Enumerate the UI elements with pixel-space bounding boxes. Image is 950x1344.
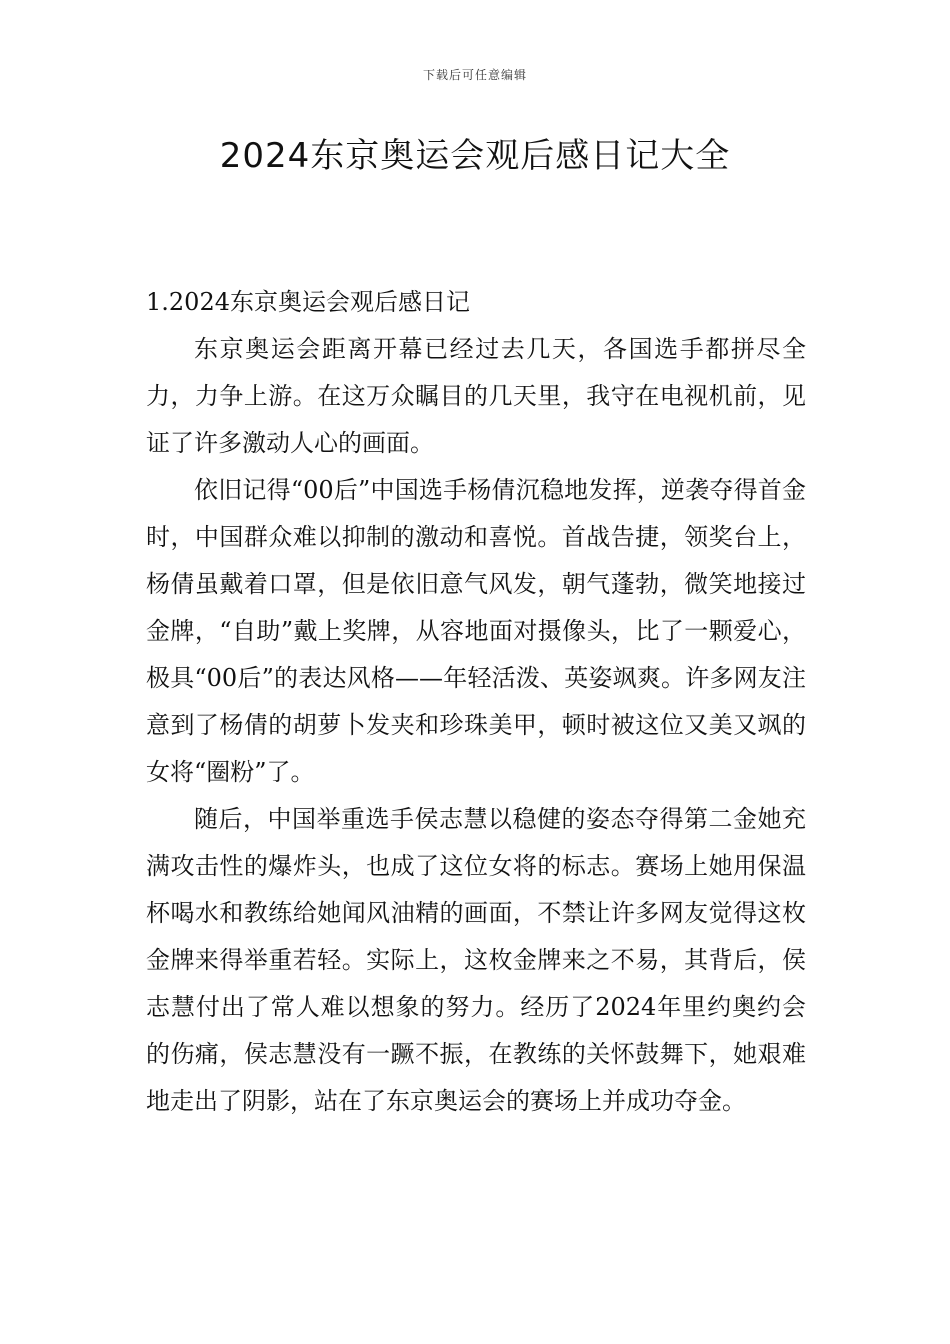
body-text <box>146 326 806 1125</box>
header-note: 下载后可任意编辑 <box>422 68 527 82</box>
paragraph-1: 东京奥运会距离开幕已经过去几天，各国选手都拼尽全力，力争上游。在这万众瞩目的几天里，我守在电视机前，见证了许多激动人心的画面。 <box>146 335 806 457</box>
paragraph-2: 依旧记得“00后”中国选手杨倩沉稳地发挥，逆袭夺得首金时，中国群众难以抑制的激动和喜悦。首战告捷，领奖台上，杨倩虽戴着口罩，但是依旧意气风发，朝气蓬勃，微笑地接过金牌，“自助”戴上奖牌，从容地面对摄像头，比了一颗爱心，极具“00后”的表达风格——年轻活泼、英姿飒爽。许多网友注意到了杨倩的胡萝卜发夹和珍珠美甲，顿时被这位又美又飒的女将“圈粉”了。 <box>146 476 806 786</box>
paragraph-3: 随后，中国举重选手侯志慧以稳健的姿态夺得第二金她充满攻击性的爆炸头，也成了这位女将的标志。赛场上她用保温杯喝水和教练给她闻风油精的画面，不禁让许多网友觉得这枚金牌来得举重若轻。实际上，这枚金牌来之不易，其背后，侯志慧付出了常人难以想象的努力。经历了2024年里约奥约会的伤痛，侯志慧没有一蹶不振，在教练的关怀鼓舞下，她艰难地走出了阴影，站在了东京奥运会的赛场上并成功夺金。 <box>146 805 806 1115</box>
document-title: 2024东京奥运会观后感日记大全 <box>219 136 731 176</box>
section-heading: 1.2024东京奥运会观后感日记 <box>146 288 470 316</box>
